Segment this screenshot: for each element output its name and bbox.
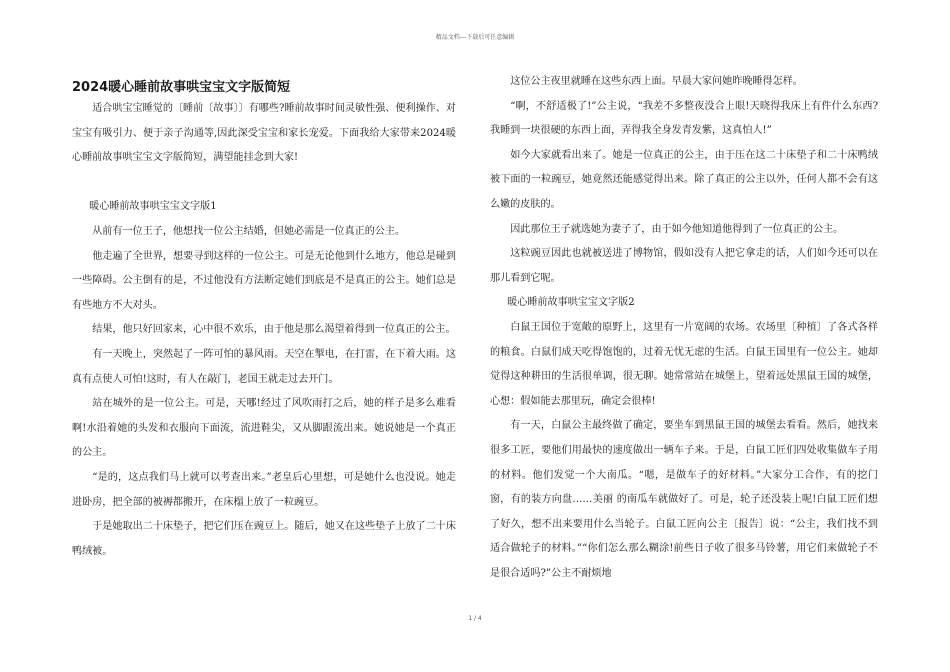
story-paragraph: 他走遍了全世界，想要寻到这样的一位公主。可是无论他到什么地方，他总是碰到一些障碍。公主倒有的是，不过他没有方法断定她们到底是不是真正的公主。她们总是有些地方不大对头。 <box>72 250 456 311</box>
story-paragraph: 站在城外的是一位公主。可是，天哪!经过了风吹雨打之后，她的样子是多么难看啊!水沿着她的头发和衣服向下面流，流进鞋尖，又从脚跟流出来。她说她是一个真正的公主。 <box>72 398 456 459</box>
intro-paragraph: 适合哄宝宝睡觉的〔睡前〔故事〕〕有哪些?睡前故事时间灵敏性强、便利操作、对宝宝有吸引力、便于亲子沟通等,因此深受宝宝和家长宠爱。下面我给大家带来2024暖心睡前故事哄宝宝文字版简短，满望能挂念到大家! <box>72 103 456 164</box>
story-paragraph: 有一天晚上，突然起了一阵可怕的暴风雨。天空在掣电，在打雷，在下着大雨。这真有点使人可怕!这时，有人在敲门，老国王就走过去开门。 <box>72 348 456 385</box>
right-column <box>490 70 878 586</box>
story-paragraph: 于是她取出二十床垫子，把它们压在豌豆上。随后，她又在这些垫子上放了二十床鸭绒被。 <box>72 521 456 557</box>
story-paragraph: “啊，不舒适极了!”公主说，“我差不多整夜没合上眼!天晓得我床上有件什么东西?我睡到一块很硬的东西上面，弄得我全身发青发紫，这真怕人!” <box>490 100 878 137</box>
story-paragraph: 这位公主夜里就睡在这些东西上面。早晨大家问她昨晚睡得怎样。 <box>510 76 803 87</box>
section-heading-2: 暖心睡前故事哄宝宝文字版2 <box>507 297 635 309</box>
left-column <box>72 97 456 564</box>
page-title: 2024暖心睡前故事哄宝宝文字版简短 <box>72 80 291 95</box>
story-paragraph: 这粒豌豆因此也就被送进了博物馆，假如没有人把它拿走的话，人们如今还可以在那儿看到它呢。 <box>490 248 878 284</box>
story-paragraph: 因此那位王子就选她为妻子了，由于如今他知道他得到了一位真正的公主。 <box>510 223 844 235</box>
page-number: 1 / 4 <box>468 615 482 622</box>
story-paragraph: 白鼠王国位于宽敞的原野上，这里有一片宽阔的农场。农场里〔种植〕了各式各样的粮食。白鼠们成天吃得饱饱的，过着无忧无虑的生活。白鼠王国里有一位公主。她却觉得这种耕田的生活很单调，很无聊。她常常站在城堡上，望着远处黑鼠王国的城堡，心想：假如能去那里玩，确定会很棒! <box>490 321 878 407</box>
page-header-note: 精品文档---下载后可任意编辑 <box>435 34 515 41</box>
story-paragraph: 结果，他只好回家来，心中很不欢乐，由于他是那么渴望着得到一位真正的公主。 <box>92 324 456 336</box>
story-paragraph: “是的，这点我们马上就可以考查出来。”老皇后心里想，可是她什么也没说。她走进卧房，把全部的被褥都搬开，在床榻上放了一粒豌豆。 <box>72 471 456 508</box>
story-paragraph: 有一天，白鼠公主最终做了确定，要坐车到黑鼠王国的城堡去看看。然后，她找来很多工匠，要他们用最快的速度做出一辆车子来。于是，白鼠工匠们四处收集做车子用的材料。他们发觉一个大南瓜。“嗯，是做车子的好材料。”大家分工合作，有的挖门窗，有的装方向盘……美丽 的南瓜车就做好了。可是，轮子还没装上呢!白鼠工匠们想了好久，想不出来要用什么当轮子。白鼠工匠向公主〔报告〕说：“公主，我们找不到适合做轮子的材料。”“你们怎么那么糊涂!前些日子收了很多马铃薯，用它们来做轮子不是很合适吗?”公主不耐烦地 <box>490 420 878 579</box>
section-heading-1: 暖心睡前故事哄宝宝文字版1 <box>89 201 217 213</box>
story-paragraph: 从前有一位王子，他想找一位公主结婚，但她必需是一位真正的公主。 <box>92 225 406 237</box>
story-paragraph: 如今大家就看出来了。她是一位真正的公主，由于压在这二十床垫子和二十床鸭绒被下面的一粒豌豆，她竟然还能感觉得出来。除了真正的公主以外，任何人都不会有这么嫩的皮肤的。 <box>490 149 878 210</box>
